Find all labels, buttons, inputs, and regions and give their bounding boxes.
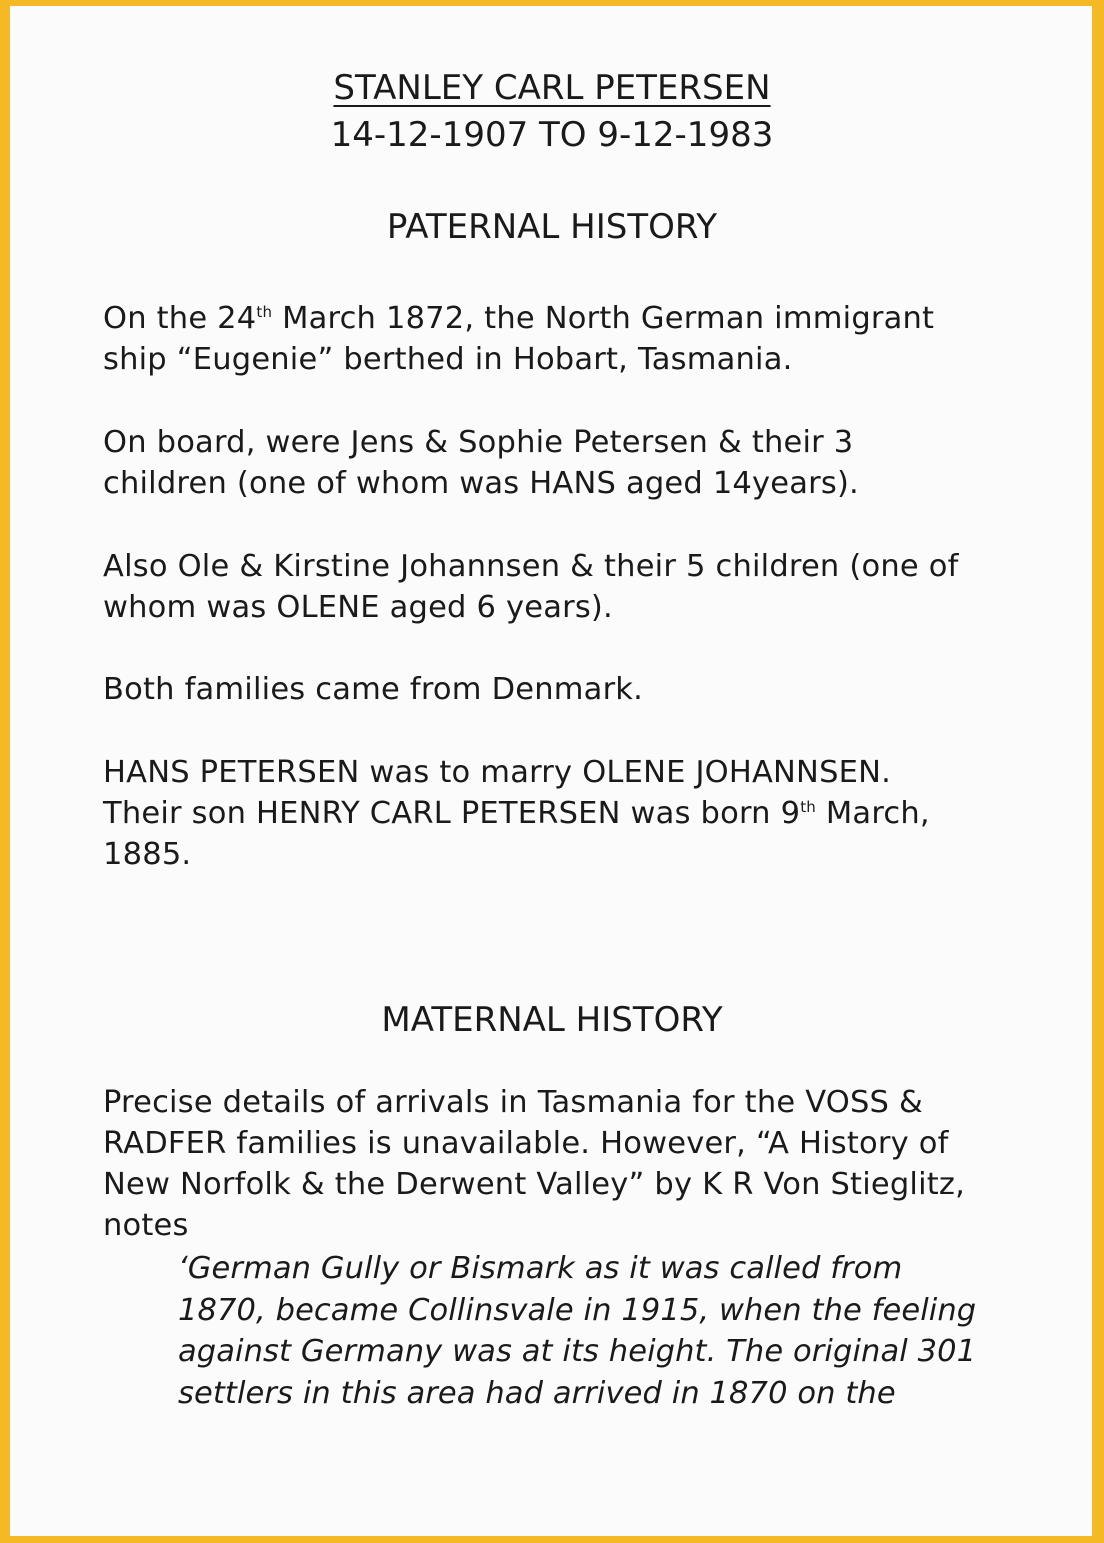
- life-dates: 14-12-1907 TO 9-12-1983: [330, 115, 774, 155]
- document-title: [0, 68, 1104, 108]
- maternal-history-heading: MATERNAL HISTORY: [381, 1000, 723, 1040]
- text-line: whom was OLENE aged 6 years).: [103, 590, 613, 625]
- text-line: Both families came from Denmark.: [103, 672, 644, 707]
- text-line: Also Ole & Kirstine Johannsen & their 5 children (one of: [103, 549, 959, 584]
- text-line: RADFER families is unavailable. However, “A History of: [103, 1126, 949, 1161]
- text-line: notes: [103, 1208, 189, 1243]
- text-line: Their son HENRY CARL PETERSEN was born 9th March,: [103, 796, 930, 831]
- maternal-paragraph-intro: [103, 1082, 1003, 1246]
- quote-line: settlers in this area had arrived in 1870 on the: [178, 1375, 896, 1411]
- text-line: children (one of whom was HANS aged 14years).: [103, 466, 859, 501]
- text-line: ship “Eugenie” berthed in Hobart, Tasmania.: [103, 342, 793, 377]
- text-line: New Norfolk & the Derwent Valley” by K R Von Stieglitz,: [103, 1167, 966, 1202]
- paternal-paragraph-denmark: [103, 669, 1003, 710]
- paternal-paragraph-ship-arrival: [103, 298, 1003, 380]
- block-quote: [178, 1248, 1038, 1414]
- text-line: 1885.: [103, 837, 192, 872]
- quote-line: ‘German Gully or Bismark as it was called from: [178, 1251, 903, 1286]
- quote-line: 1870, became Collinsvale in 1915, when the feeling: [178, 1292, 977, 1328]
- paternal-paragraph-johannsen-family: [103, 546, 1003, 628]
- paternal-history-heading: PATERNAL HISTORY: [386, 207, 718, 247]
- title-name: STANLEY CARL PETERSEN: [333, 68, 771, 108]
- text-line: Precise details of arrivals in Tasmania for the VOSS &: [103, 1085, 923, 1120]
- text-line: On the 24th March 1872, the North German immigrant: [103, 301, 935, 336]
- paternal-paragraph-petersen-family: [103, 422, 1003, 504]
- text-line: On board, were Jens & Sophie Petersen & their 3: [103, 425, 854, 460]
- paternal-paragraph-marriage: [103, 752, 1003, 875]
- quote-line: against Germany was at its height. The original 301: [178, 1334, 977, 1369]
- text-line: HANS PETERSEN was to marry OLENE JOHANNSEN.: [103, 755, 892, 790]
